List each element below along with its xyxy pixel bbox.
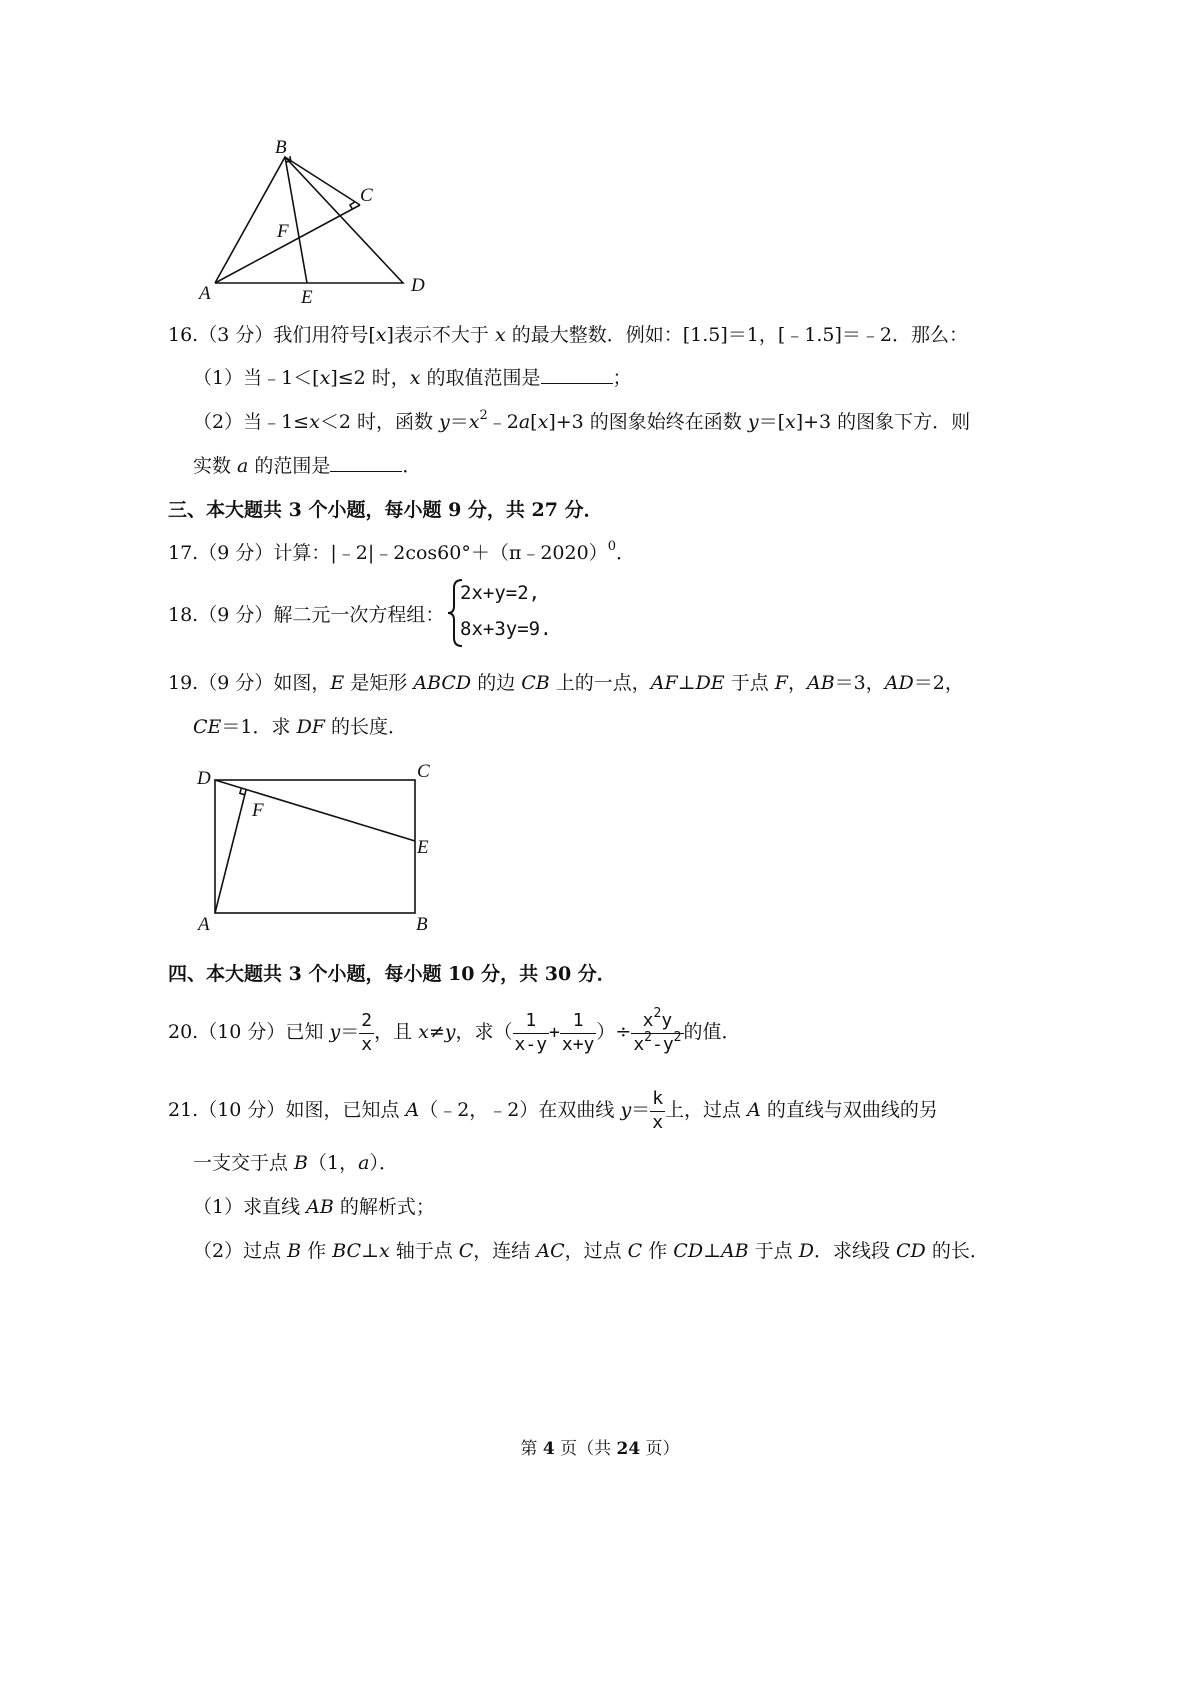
q16-part2: （2）当﹣1≤x＜2 时，函数 $y=x^2﹣2a[x]+3$ 的图象始终在函数 y＝[x]+3 的图象下方．则 [193, 408, 971, 433]
q20: 20.（10 分）已知 y＝ $\frac{2}{x}$ ，且 x≠y，求（ $\frac{1}{x-y}$ + $\frac{1}{x+y}$ ）÷ $\frac{x^2y}{x^2-y^2}$ 的值． [168, 1006, 741, 1055]
label-f: F [252, 800, 264, 821]
section-3-heading: 三、本大题共 3 个小题，每小题 9 分，共 27 分． [168, 499, 603, 521]
label-e: E [301, 287, 313, 308]
label-c: C [417, 761, 430, 782]
q16-part2-line2: 实数 a 的范围是 ． [193, 455, 422, 477]
label-d: D [197, 768, 211, 789]
q16-part1: （1）当﹣1＜[x]≤2 时，x 的取值范围是 ； [193, 367, 632, 389]
fraction-1-over-x-minus-y: $\frac{1}{x-y}$ [514, 1010, 548, 1055]
label-f: F [277, 221, 289, 242]
answer-blank-2 [330, 457, 402, 472]
label-d: D [411, 275, 425, 296]
q17: 17.（9 分）计算：|﹣2|﹣2cos60°＋（π﹣2020）$^0$． [168, 539, 635, 564]
q18: 18.（9 分）解二元一次方程组： [168, 604, 445, 626]
fraction-1-over-x-plus-y: $\frac{1}{x+y}$ [561, 1010, 595, 1055]
equation-system [446, 578, 586, 648]
q21-part2: （2）过点 B 作 BC⊥x 轴于点 C，连结 AC，过点 C 作 CD⊥AB 于点 D．求线段 CD 的长． [193, 1240, 989, 1262]
label-a: A [199, 283, 211, 304]
section-4-heading: 四、本大题共 3 个小题，每小题 10 分，共 30 分． [168, 963, 616, 985]
q21-line1: 21.（10 分）如图，已知点 A（﹣2，﹣2）在双曲线 y＝ $\frac{k}{x}$ 上，过点 A 的直线与双曲线的另 [168, 1088, 938, 1133]
label-b: B [275, 137, 287, 158]
q19-line2: CE＝1．求 DF 的长度． [193, 716, 408, 738]
label-a: A [198, 914, 210, 935]
equation-1: 2x+y=2, [460, 582, 541, 604]
answer-blank-1 [541, 369, 613, 384]
triangle-figure [199, 135, 445, 310]
q16-stem: 16.（3 分）我们用符号[x]表示不大于 x 的最大整数．例如：[1.5]＝1，[﹣1.5]＝﹣2．那么： [168, 324, 968, 346]
fraction-x2y-over-x2-y2: $\frac{x^2y}{x^2-y^2}$ [633, 1006, 682, 1055]
page-footer: 第 4 页（共 24 页） [520, 1439, 680, 1459]
q19-line1: 19.（9 分）如图，E 是矩形 ABCD 的边 CB 上的一点，AF⊥DE 于点 F，AB＝3，AD＝2， [168, 672, 964, 694]
label-e: E [417, 837, 429, 858]
q21-line2: 一支交于点 B（1，a）． [193, 1152, 398, 1174]
q21-part1: （1）求直线 AB 的解析式； [193, 1196, 435, 1218]
label-c: C [360, 185, 373, 206]
label-b: B [416, 914, 428, 935]
segment-de [215, 780, 415, 841]
triangle-outline [215, 157, 403, 283]
rectangle-figure [195, 758, 445, 938]
segment-af [215, 790, 246, 913]
equation-2: 8x+3y=9. [460, 618, 552, 640]
rectangle-abcd [215, 780, 415, 913]
fraction-2-over-x: $\frac{2}{x}$ [361, 1010, 373, 1055]
fraction-k-over-x: $\frac{k}{x}$ [652, 1088, 664, 1133]
